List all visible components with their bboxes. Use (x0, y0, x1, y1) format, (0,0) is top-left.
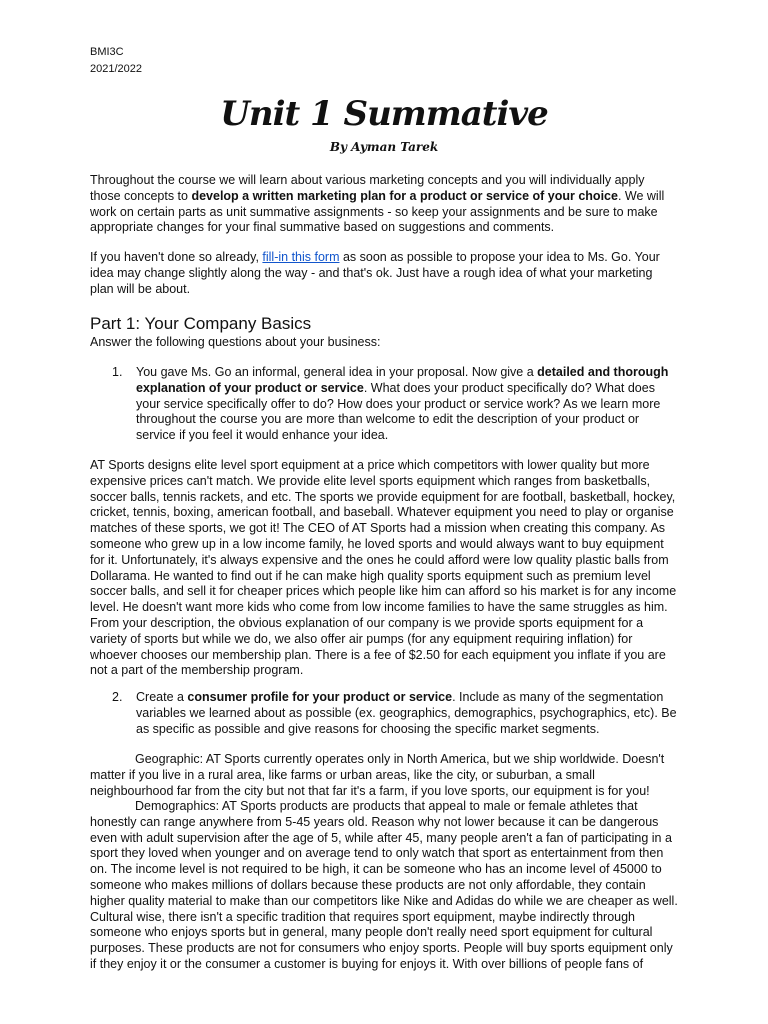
question-2-number: 2. (112, 690, 123, 704)
intro-bold-phrase: develop a written marketing plan for a product or service of your choice (191, 188, 618, 203)
demographics-paragraph: Demographics: AT Sports products are products that appeal to male or female athletes that honestly can range anywhere from 5-45 years old. Reason why not lower because it can be dangerous even with adult supervision after the age of 5, while after 45, many people aren't a fan of participating in a sport they loved when younger and on average tend to only watch that sport as entertainment from then on. The income level is not required to be high, it can be someone who has an income level of 45000 to someone who makes millions of dollars because these products are not only affordable, they contain higher quality material to make than our competitors like Nike and Adidas do while we are cheaper as well. Cultural wise, there isn't a specific tradition that requires sport equipment, maybe indirectly through someone who enjoys sports but in general, many people don't really need sport equipment for cultural purposes. These products are not for consumers who enjoy sports. People will buy sports equipment only if they enjoy it or the consumer a customer is buying for enjoys it. With over billions of people fans of (90, 799, 678, 971)
document-title: Unit 1 Summative (220, 94, 548, 134)
question-1-text: You gave Ms. Go an informal, general idea in your proposal. Now give a detailed and thorough explanation of your product or service. What does your product specifically do? What does your service specifically offer to do? How does your product or service work? As we learn more throughout the course you are more than welcome to edit the description of your product or service if you feel it would enhance your idea. (136, 365, 669, 443)
question-2-text: Create a consumer profile for your product or service. Include as many of the segmentation variables we learned about as possible (ex. geographics, demographics, psychographics, etc). Be as specific as possible and give reasons for choosing the specific market segments. (136, 690, 677, 736)
fill-in-form-link[interactable]: fill-in this form (262, 250, 340, 264)
author-byline: By Ayman Tarek (329, 140, 439, 154)
answer-1-paragraph: AT Sports designs elite level sport equipment at a price which competitors with lower quality but more expensive prices can't match. We provide elite level sports equipment which ranges from basketballs, soccer balls, tennis rackets, and etc. The sports we provide equipment for are football, basketball, hockey, cricket, tennis, boxing, american football, and baseball. Whatever equipment you need to play or organise matches of these sports, we got it! The CEO of AT Sports had a mission when creating this company. As someone who grew up in a low income family, he loved sports and would always want to buy equipment for it. Unfortunately, it's always expensive and the ones he could afford were low quality plastic balls from Dollarama. He wanted to find out if he can make high quality sports equipment such as premium level soccer balls, and sell it for cheaper prices which people like him can afford so his market is for any income level. He doesn't want more kids who come from low income families to have the same struggles as him. From your description, the obvious explanation of our company is we provide sports equipment for a variety of sports but while we do, we also offer air pumps (for any equipment requiring inflation) for whoever chooses our membership plan. There is a fee of $2.50 for each equipment you inflate if you are not a part of the membership program. (90, 458, 677, 678)
part1-heading: Part 1: Your Company Basics (90, 314, 312, 333)
intro-paragraph: Throughout the course we will learn about various marketing concepts and you will individually apply those concepts to develop a written marketing plan for a product or service of your choice. We will work on certain parts as unit summative assignments - so keep your assignments and be sure to make appropriate changes for your final summative based on suggestions and comments. (90, 173, 665, 235)
form-paragraph: If you haven't done so already, fill-in this form as soon as possible to propose your idea to Ms. Go. Your idea may change slightly along the way - and that's ok. Just have a rough idea of what your marketing plan will be about. (90, 250, 660, 296)
part1-instruction: Answer the following questions about your business: (90, 335, 381, 349)
question-1-number: 1. (112, 365, 123, 379)
geographic-paragraph: Geographic: AT Sports currently operates only in North America, but we ship worldwide. Doesn't matter if you live in a rural area, like farms or urban areas, like the city, or suburban, a small neighbourhood far from the city but not that far it's a farm, if you love sports, our equipment is for you! (90, 752, 665, 798)
school-year: 2021/2022 (90, 63, 142, 75)
course-code: BMI3C (90, 46, 124, 58)
